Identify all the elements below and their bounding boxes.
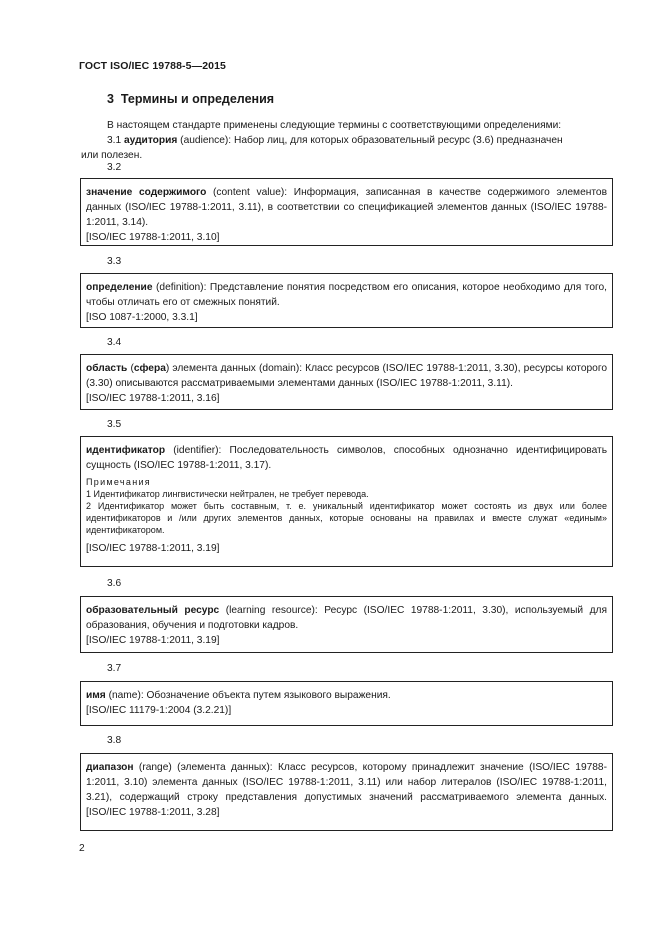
intro-block (81, 118, 612, 163)
term-name: область (86, 363, 128, 374)
term-name: образовательный ресурс (86, 605, 220, 616)
section-heading: Термины и определения (120, 92, 275, 106)
term-source: [ISO 1087-1:2000, 3.3.1] (86, 312, 198, 323)
term-text (86, 760, 607, 820)
term-number-3-7: 3.7 (107, 663, 122, 674)
term-definition: (learning resource): Ресурс (ISO/IEC 19788-1:2011, 3.30), используемый для образования, обучения и подготовки кадров. (86, 605, 607, 631)
term-number-3-3: 3.3 (107, 256, 122, 267)
term-source: [ISO/IEC 19788-1:2011, 3.10] (86, 232, 220, 243)
term-box-3-6 (80, 596, 613, 653)
term-punct: ( (127, 363, 134, 374)
term-definition: (range) (элемента данных): Класс ресурсов, которому принадлежит значение (ISO/IEC 19788-1:2011, 3.10) элемента данных (ISO/IEC 19788-1:2011, 3.11) или набор литералов (ISO/IEC 19788-1:2011, 3.21), содержащий строку представления допустимых значений рассматриваемого элемента данных. [ISO/IEC 19788-1:2011, 3.28] (86, 762, 607, 818)
term-box-3-4 (80, 354, 613, 410)
section-number: 3 (107, 92, 114, 106)
term-name-alt: сфера (133, 363, 166, 374)
term-definition-cont: или полезен. (81, 150, 143, 161)
term-source: [ISO/IEC 11179-1:2004 (3.2.21)] (86, 705, 232, 716)
term-name: идентификатор (86, 445, 166, 456)
document-header: ГОСТ ISO/IEC 19788-5—2015 (79, 60, 226, 72)
term-box-3-5 (80, 436, 613, 567)
term-source: [ISO/IEC 19788-1:2011, 3.16] (86, 393, 220, 404)
term-definition: (definition): Представление понятия посредством его описания, которое необходимо для того, чтобы отличать его от смежных понятий. (86, 282, 607, 308)
term-3-1 (81, 133, 612, 148)
term-name: аудитория (124, 135, 178, 146)
term-definition: (audience): Набор лиц, для которых образовательный ресурс (3.6) предназначен (177, 135, 563, 146)
term-definition: (content value): Информация, записанная в качестве содержимого элементов данных (ISO/IEC 19788-1:2011, 3.11), в соответствии со спецификацией элементов данных (ISO/IEC 19788-1:2011, 3.14). (86, 187, 607, 228)
intro-lead: В настоящем стандарте применены следующие термины с соответствующими определениями: (107, 120, 562, 131)
term-source: [ISO/IEC 19788-1:2011, 3.19] (86, 543, 220, 554)
term-source: [ISO/IEC 19788-1:2011, 3.19] (86, 635, 220, 646)
term-text (86, 280, 607, 310)
term-text (86, 688, 607, 703)
term-number-3-2: 3.2 (107, 162, 122, 173)
term-number: 3.1 (107, 135, 122, 146)
term-definition: ) элемента данных (domain): Класс ресурсов (ISO/IEC 19788-1:2011, 3.30), ресурсы которого (3.30) описываются рассматриваемыми элементами данных (ISO/IEC 19788-1:2011, 3.11). (86, 363, 607, 389)
term-number-3-4: 3.4 (107, 337, 122, 348)
term-name: диапазон (86, 762, 134, 773)
note-2: 2 Идентификатор может быть составным, т. е. уникальный идентификатор может состоять из двух или более идентификаторов и /или других элементов данных, которые основаны на правилах и вместе служат «единым» идентификатором. (86, 501, 607, 535)
term-name: имя (86, 690, 106, 701)
term-box-3-8 (80, 753, 613, 831)
term-number-3-8: 3.8 (107, 735, 122, 746)
term-number-3-6: 3.6 (107, 578, 122, 589)
term-definition: (identifier): Последовательность символов, способных однозначно идентифицировать сущность (ISO/IEC 19788-1:2011, 3.17). (86, 445, 607, 471)
term-box-3-3 (80, 273, 613, 328)
term-box-3-7 (80, 681, 613, 726)
note-1: 1 Идентификатор лингвистически нейтрален, не требует перевода. (86, 489, 369, 499)
term-box-3-2 (80, 178, 613, 246)
section-title (107, 92, 274, 106)
term-definition: (name): Обозначение объекта путем языкового выражения. (105, 690, 391, 701)
notes-heading: Примечания (86, 477, 151, 487)
term-text (86, 361, 607, 391)
term-name: определение (86, 282, 153, 293)
term-text (86, 443, 607, 473)
term-text (86, 185, 607, 230)
term-text (86, 603, 607, 633)
term-name: значение содержимого (86, 187, 207, 198)
page-number: 2 (79, 843, 85, 854)
term-number-3-5: 3.5 (107, 419, 122, 430)
